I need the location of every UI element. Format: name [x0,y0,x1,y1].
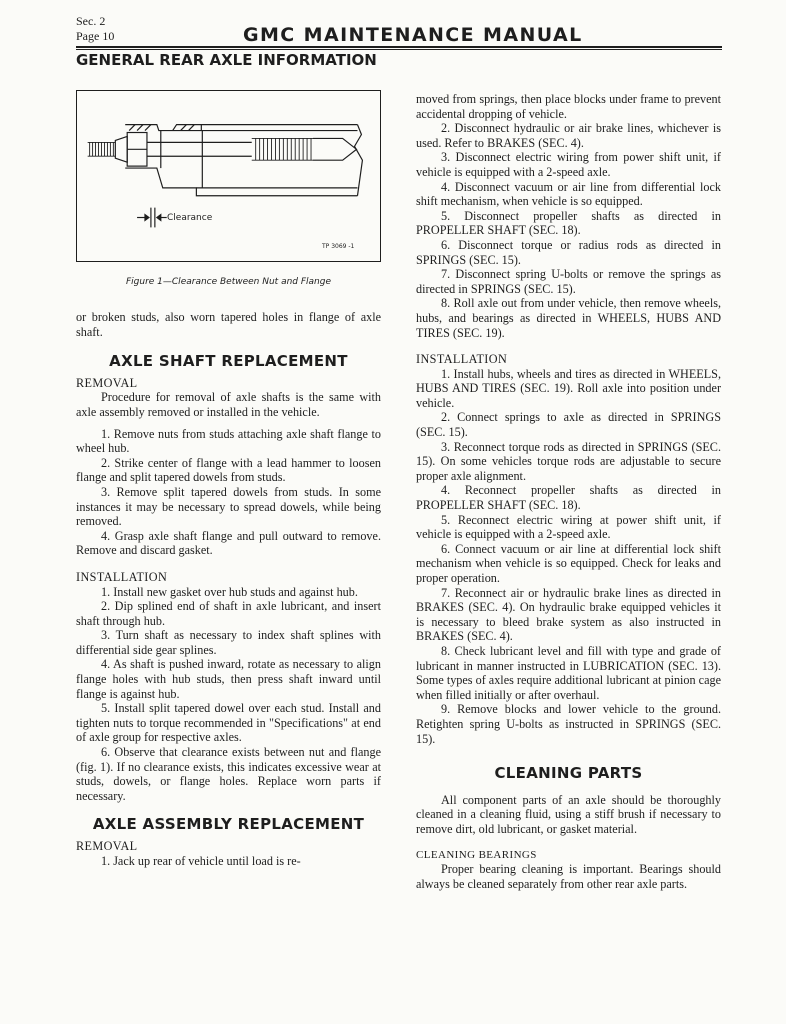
installation-subheading: INSTALLATION [416,352,508,367]
intro-paragraph: or broken studs, also worn tapered holes in flange of axle shaft. [76,310,381,339]
paragraph: Procedure for removal of axle shafts is the same with axle assembly removed or installed in the vehicle. [76,390,381,419]
step: 3. Disconnect electric wiring from power shift unit, if vehicle is equipped with a 2-speed axle. [416,150,721,179]
step: 8. Check lubricant level and fill with type and grade of lubricant in manner instructed in LUBRICATION (SEC. 13). Some types of axles require additional lubricant at pinion cage when filled initially or after overhaul. [416,643,721,702]
step: 4. Grasp axle shaft flange and pull outward to remove. Remove and discard gasket. [76,528,381,558]
paragraph: Proper bearing cleaning is important. Bearings should always be cleaned separately from other rear axle parts. [416,862,721,891]
step: 2. Strike center of flange with a lead hammer to loosen flange and split tapered dowels from studs. [76,455,381,485]
step: 1. Install new gasket over hub studs and against hub. [101,584,358,599]
step: 1. Jack up rear of vehicle until load is re- [101,853,301,868]
step: 1. Install hubs, wheels and tires as directed in WHEELS, HUBS AND TIRES (SEC. 19). Roll axle into position under vehicle. [416,366,721,410]
step: 9. Remove blocks and lower vehicle to the ground. Retighten spring U-bolts as instructed in SPRINGS (SEC. 15). [416,702,721,746]
step: 6. Connect vacuum or air line at differential lock shift mechanism when vehicle is so equipped. Check for leaks and proper operation. [416,541,721,585]
manual-title: GMC MAINTENANCE MANUAL [243,24,583,46]
clearance-label: Clearance [167,213,213,223]
section-title: GENERAL REAR AXLE INFORMATION [76,51,377,69]
removal-subheading: REMOVAL [76,839,138,853]
step: 4. Reconnect propeller shafts as directed in PROPELLER SHAFT (SEC. 18). [416,483,721,513]
figure-tp-number: TP 3069 -1 [322,243,355,250]
figure-caption: Figure 1—Clearance Between Nut and Flange [125,277,332,287]
axle-assembly-heading: AXLE ASSEMBLY REPLACEMENT [92,815,365,834]
step: 6. Observe that clearance exists between nut and flange (fig. 1). If no clearance exists, this indicates excessive wear at studs, dowels, or flange holes. Replace worn parts if necessary. [76,745,381,803]
stud-nut-flange-illustration [77,91,380,261]
cleaning-parts-heading: CLEANING PARTS [494,764,643,783]
left-column [76,310,381,868]
header-rule [76,46,722,48]
section-number: Sec. 2 [76,14,106,28]
step: 2. Connect springs to axle as directed in SPRINGS (SEC. 15). [416,410,721,440]
paragraph: All component parts of an axle should be thoroughly cleaned in a cleaning fluid, using a stiff brush if necessary to remove dirt, old lubricant, or gasket material. [416,792,721,836]
step: 2. Dip splined end of shaft in axle lubricant, and insert shaft through hub. [76,599,381,628]
removal-subheading: REMOVAL [76,375,138,390]
step: 6. Disconnect torque or radius rods as directed in SPRINGS (SEC. 15). [416,237,721,267]
step: 3. Remove split tapered dowels from studs. In some instances it may be necessary to spread dowels, while being removed. [76,484,381,529]
step: 7. Disconnect spring U-bolts or remove the springs as directed in SPRINGS (SEC. 15). [416,267,721,296]
step: 4. As shaft is pushed inward, rotate as necessary to align flange holes with hub studs, then press shaft inward until flange is against hub. [76,657,381,701]
axle-shaft-heading: AXLE SHAFT REPLACEMENT [109,352,348,371]
step: 2. Disconnect hydraulic or air brake lines, whichever is used. Refer to BRAKES (SEC. 4). [416,121,721,150]
paragraph: moved from springs, then place blocks under frame to prevent accidental dropping of vehicle. [416,92,721,121]
step: 5. Reconnect electric wiring at power shift unit, if vehicle is equipped with a 2-speed axle. [416,512,721,542]
header-rule-thin [76,49,722,50]
page-number: Page 10 [76,29,115,43]
step: 7. Reconnect air or hydraulic brake lines as directed in BRAKES (SEC. 4). On hydraulic brake equipped vehicles it is necessary to bleed brake system as also instructed in BRAKES (SEC. 4). [416,585,721,644]
step: 5. Disconnect propeller shafts as directed in PROPELLER SHAFT (SEC. 18). [416,208,721,238]
figure-1-clearance-diagram [76,90,381,262]
installation-subheading: INSTALLATION [76,569,168,584]
step: 4. Disconnect vacuum or air line from differential lock shift mechanism, when vehicle is so equipped. [416,179,721,209]
cleaning-bearings-subheading: CLEANING BEARINGS [416,848,537,861]
step: 8. Roll axle out from under vehicle, then remove wheels, hubs, and bearings as directed in WHEELS, HUBS AND TIRES (SEC. 19). [416,296,721,340]
right-column [416,92,721,891]
step: 3. Turn shaft as necessary to index shaft splines with differential side gear splines. [76,628,381,657]
step: 1. Remove nuts from studs attaching axle shaft flange to wheel hub. [76,426,381,456]
step: 5. Install split tapered dowel over each stud. Install and tighten nuts to torque recommended in "Specifications" at end of axle group for respective axles. [76,701,381,745]
step: 3. Reconnect torque rods as directed in SPRINGS (SEC. 15). On some vehicles torque rods are adjustable to secure proper axle alignment. [416,439,721,483]
